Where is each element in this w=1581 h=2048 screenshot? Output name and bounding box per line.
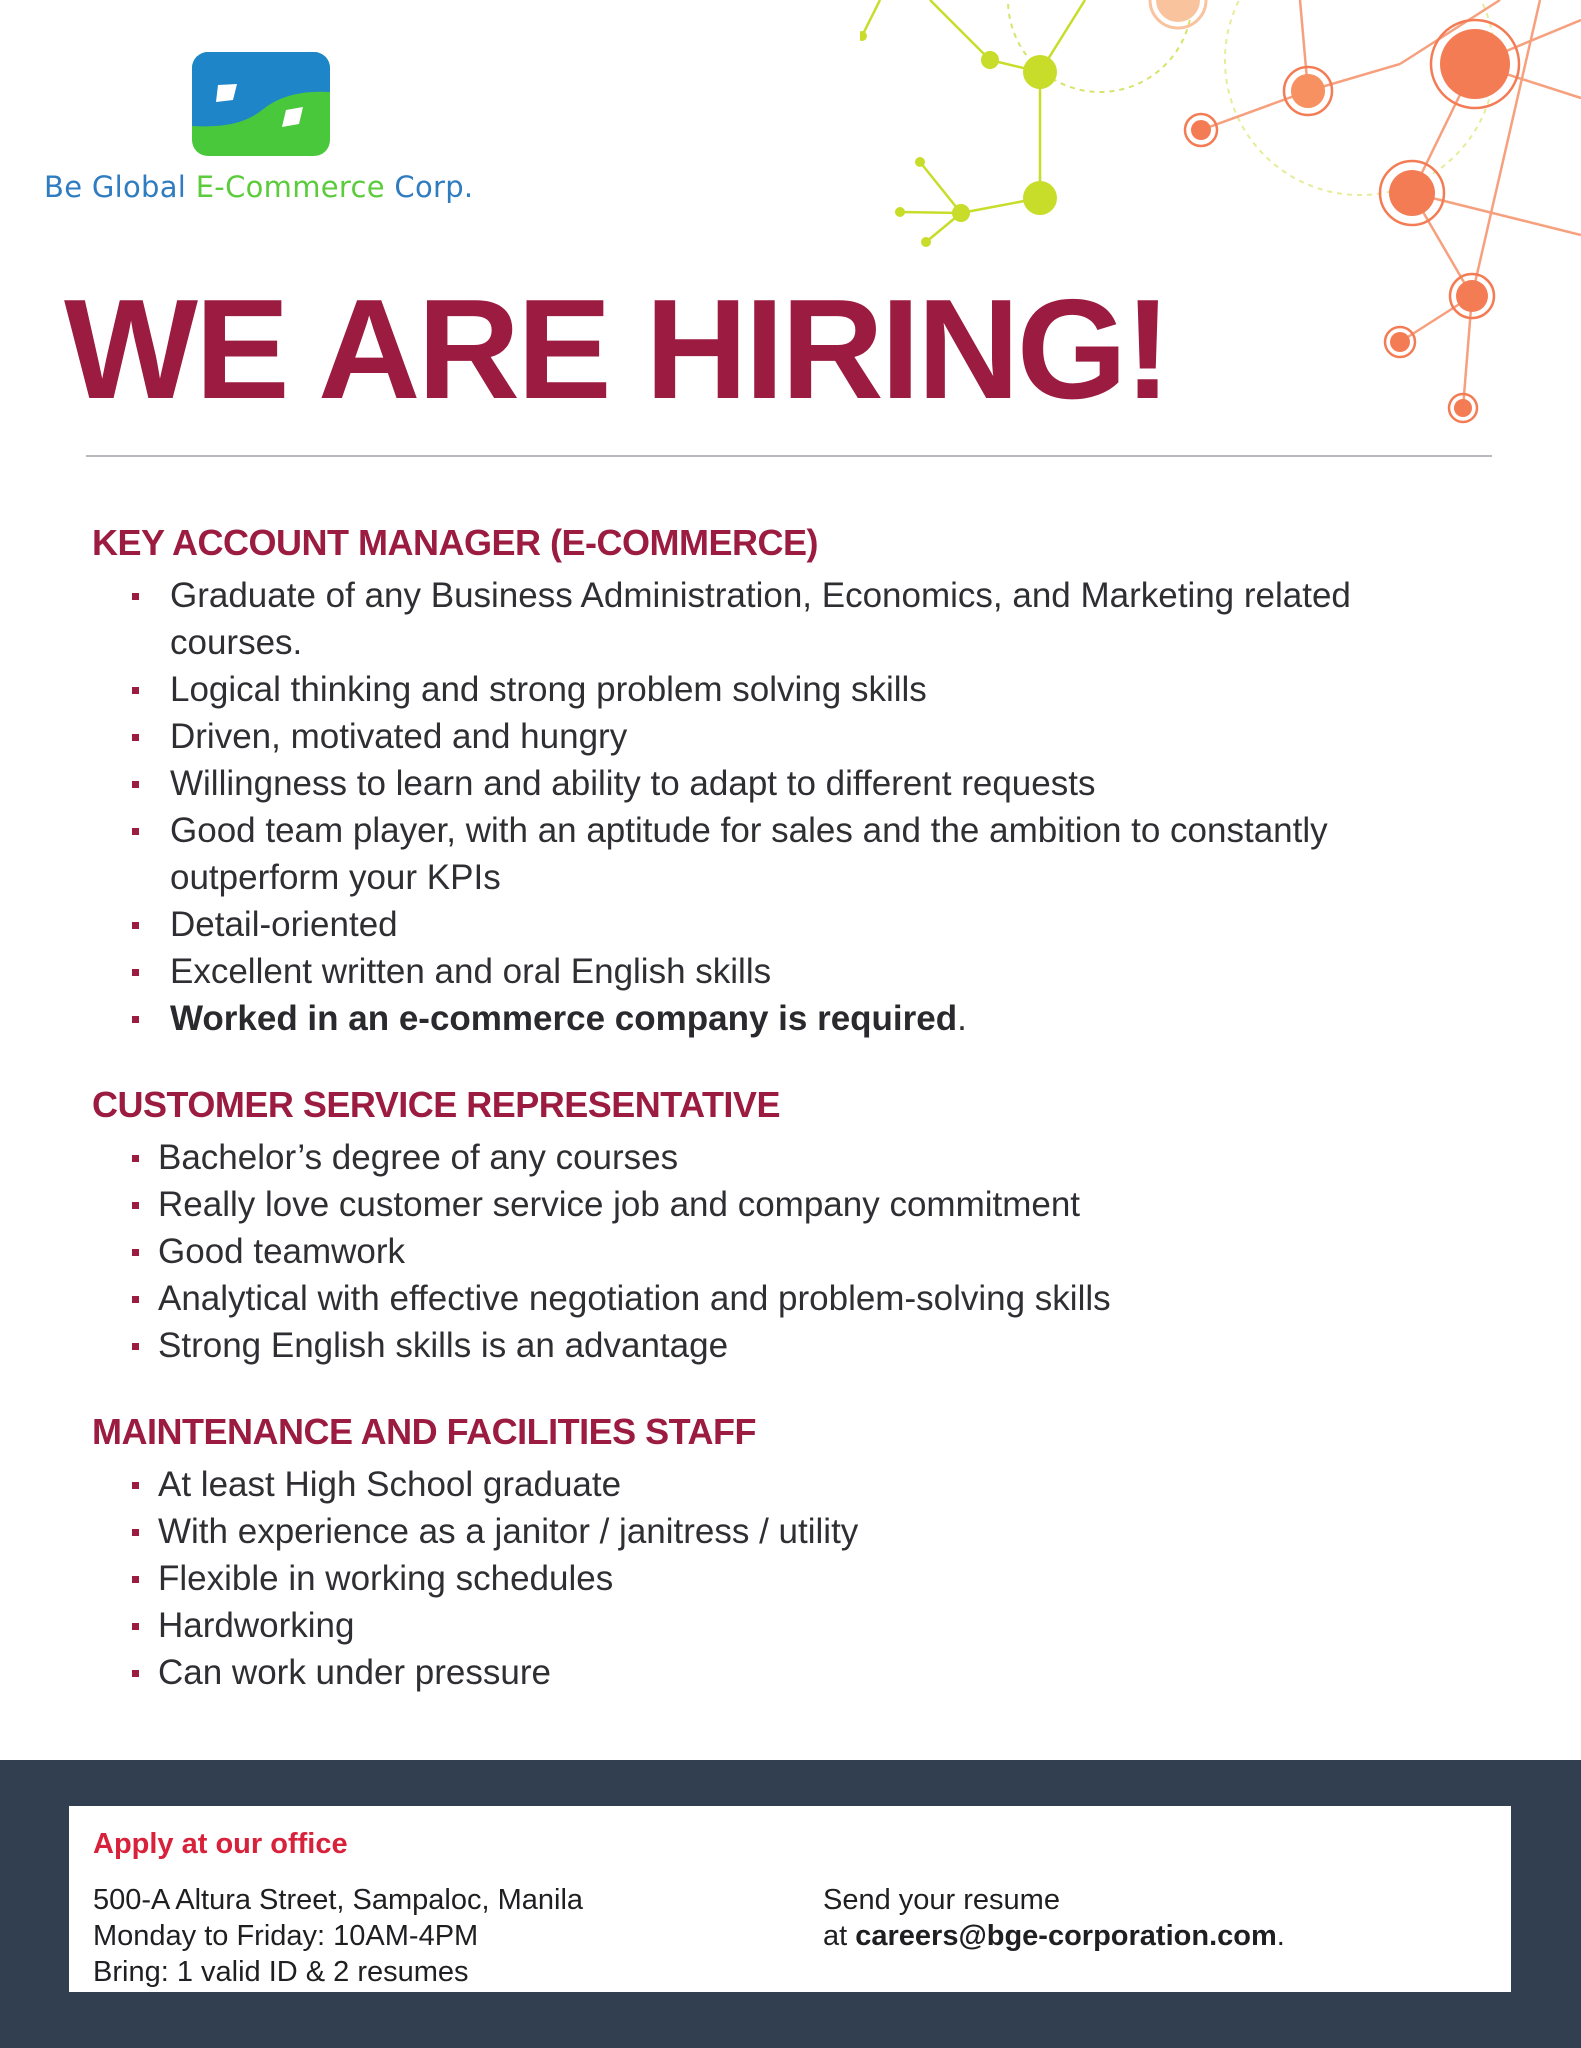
list-item: Bachelor’s degree of any courses — [0, 1134, 1468, 1181]
list-item: Analytical with effective negotiation and problem-solving skills — [0, 1275, 1468, 1322]
bullet-icon — [132, 1576, 139, 1583]
bullet-icon — [132, 1343, 139, 1350]
list-item: Good teamwork — [0, 1228, 1468, 1275]
bullet-icon — [132, 1155, 139, 1162]
bullet-icon — [132, 1482, 139, 1489]
bullet-icon — [132, 922, 139, 929]
list-item: Willingness to learn and ability to adapt to different requests — [0, 760, 1480, 807]
resume-line: Send your resume — [823, 1884, 1060, 1916]
job-title-maintenance-facilities-staff: MAINTENANCE AND FACILITIES STAFF — [92, 1411, 756, 1452]
list-item: Driven, motivated and hungry — [0, 713, 1480, 760]
bullet-icon — [132, 1623, 139, 1630]
bullet-icon — [132, 1249, 139, 1256]
list-item: Logical thinking and strong problem solving skills — [0, 666, 1480, 713]
resume-email-line: at careers@bge-corporation.com. — [823, 1920, 1285, 1952]
requirements-list-maintenance — [0, 1461, 1468, 1696]
list-item: Flexible in working schedules — [0, 1555, 1468, 1602]
job-title-customer-service-representative: CUSTOMER SERVICE REPRESENTATIVE — [92, 1084, 780, 1125]
bullet-icon — [132, 687, 139, 694]
requirements-list-key-account-manager — [0, 572, 1480, 1042]
apply-card — [69, 1806, 1511, 1992]
office-address: 500-A Altura Street, Sampaloc, Manila — [93, 1884, 584, 1916]
bullet-icon — [132, 1202, 139, 1209]
bullet-icon — [132, 969, 139, 976]
bring-requirements: Bring: 1 valid ID & 2 resumes — [93, 1956, 469, 1988]
header-divider — [86, 455, 1492, 457]
office-hours: Monday to Friday: 10AM-4PM — [93, 1920, 479, 1952]
page-headline: WE ARE HIRING! — [64, 270, 1169, 429]
list-item: Hardworking — [0, 1602, 1468, 1649]
careers-email-link[interactable]: careers@bge-corporation.com — [855, 1920, 1277, 1952]
list-item: Can work under pressure — [0, 1649, 1468, 1696]
list-item: At least High School graduate — [0, 1461, 1468, 1508]
bullet-icon — [132, 1670, 139, 1677]
logo-mark-icon — [192, 52, 330, 156]
bullet-icon — [132, 781, 139, 788]
apply-title: Apply at our office — [93, 1828, 348, 1860]
bullet-icon — [132, 828, 139, 835]
requirements-list-customer-service — [0, 1134, 1468, 1369]
list-item: Graduate of any Business Administration, Economics, and Marketing related courses. — [0, 572, 1480, 666]
list-item: Excellent written and oral English skills — [0, 948, 1480, 995]
bullet-icon — [132, 1296, 139, 1303]
list-item: Good team player, with an aptitude for sales and the ambition to constantly outperform your KPIs — [0, 807, 1480, 901]
office-details — [93, 1882, 583, 1990]
bullet-icon — [132, 734, 139, 741]
list-item: Worked in an e-commerce company is required. — [0, 995, 1480, 1042]
list-item: Strong English skills is an advantage — [0, 1322, 1468, 1369]
job-title-key-account-manager: KEY ACCOUNT MANAGER (E-COMMERCE) — [92, 522, 818, 563]
list-item: Really love customer service job and company commitment — [0, 1181, 1468, 1228]
bullet-icon — [132, 593, 139, 600]
resume-instructions — [823, 1882, 1285, 1954]
required-requirement: Worked in an e-commerce company is required — [170, 999, 958, 1038]
company-name: Be Global E-Commerce Corp. — [44, 170, 474, 204]
bullet-icon — [132, 1529, 139, 1536]
bullet-icon — [132, 1016, 139, 1023]
list-item: With experience as a janitor / janitress / utility — [0, 1508, 1468, 1555]
list-item: Detail-oriented — [0, 901, 1480, 948]
